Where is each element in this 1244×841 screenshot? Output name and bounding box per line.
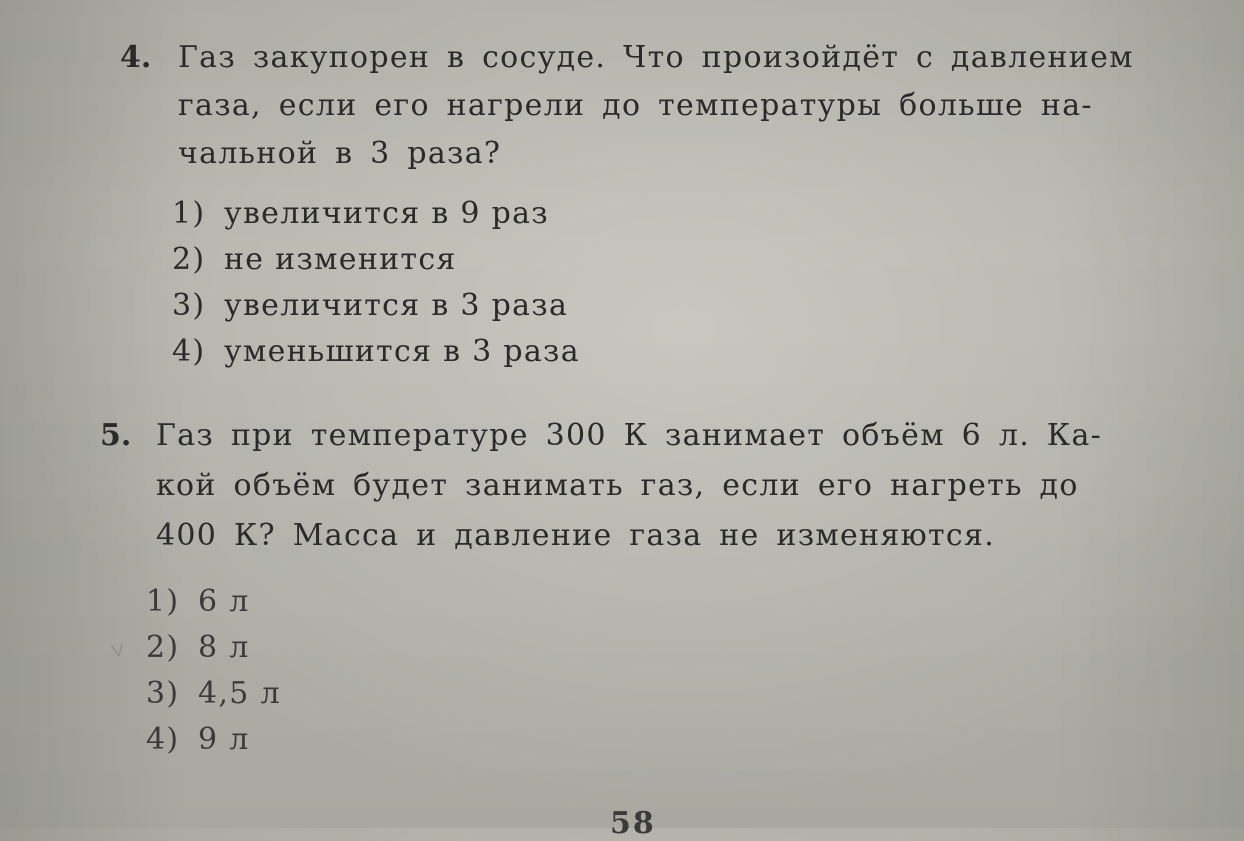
option-text: увеличится в 3 раза — [224, 288, 569, 323]
option-number: 1) — [172, 196, 206, 231]
option-number: 4) — [146, 722, 180, 757]
option-number: 4) — [172, 334, 206, 369]
problem-text-line: чальной в 3 раза? — [178, 136, 502, 171]
problem-text-line: газа, если его нагрели до температуры больше на- — [178, 88, 1093, 123]
option-number: 2) — [146, 630, 180, 665]
answer-option[interactable] — [172, 242, 457, 277]
option-text: не изменится — [224, 242, 457, 277]
problem-text-line: кой объём будет занимать газ, если его нагреть до — [156, 468, 1079, 503]
option-number: 1) — [146, 584, 180, 619]
answer-option[interactable] — [146, 722, 250, 757]
option-number: 3) — [172, 288, 206, 323]
answer-option[interactable] — [172, 288, 568, 323]
option-number: 2) — [172, 242, 206, 277]
option-text: уменьшится в 3 раза — [224, 334, 580, 369]
answer-option[interactable] — [146, 584, 250, 619]
option-text: 9 л — [198, 722, 250, 757]
option-text: 8 л — [198, 630, 250, 665]
option-text: 4,5 л — [198, 676, 281, 711]
option-text: 6 л — [198, 584, 250, 619]
problem-text-line: Газ при температуре 300 К занимает объём 6 л. Ка- — [156, 418, 1103, 453]
pencil-check-icon — [110, 638, 132, 660]
problem-number: 4. — [120, 40, 152, 75]
problem-text-line: 400 К? Масса и давление газа не изменяются. — [156, 518, 996, 553]
answer-option[interactable] — [146, 630, 250, 665]
option-text: увеличится в 9 раз — [224, 196, 549, 231]
problem-number: 5. — [100, 418, 132, 453]
answer-option[interactable] — [172, 196, 549, 231]
answer-option[interactable] — [172, 334, 580, 369]
option-number: 3) — [146, 676, 180, 711]
answer-option[interactable] — [146, 676, 281, 711]
page-number: 58 — [610, 806, 656, 841]
problem-text-line: Газ закупорен в сосуде. Что произойдёт с давлением — [178, 40, 1134, 75]
